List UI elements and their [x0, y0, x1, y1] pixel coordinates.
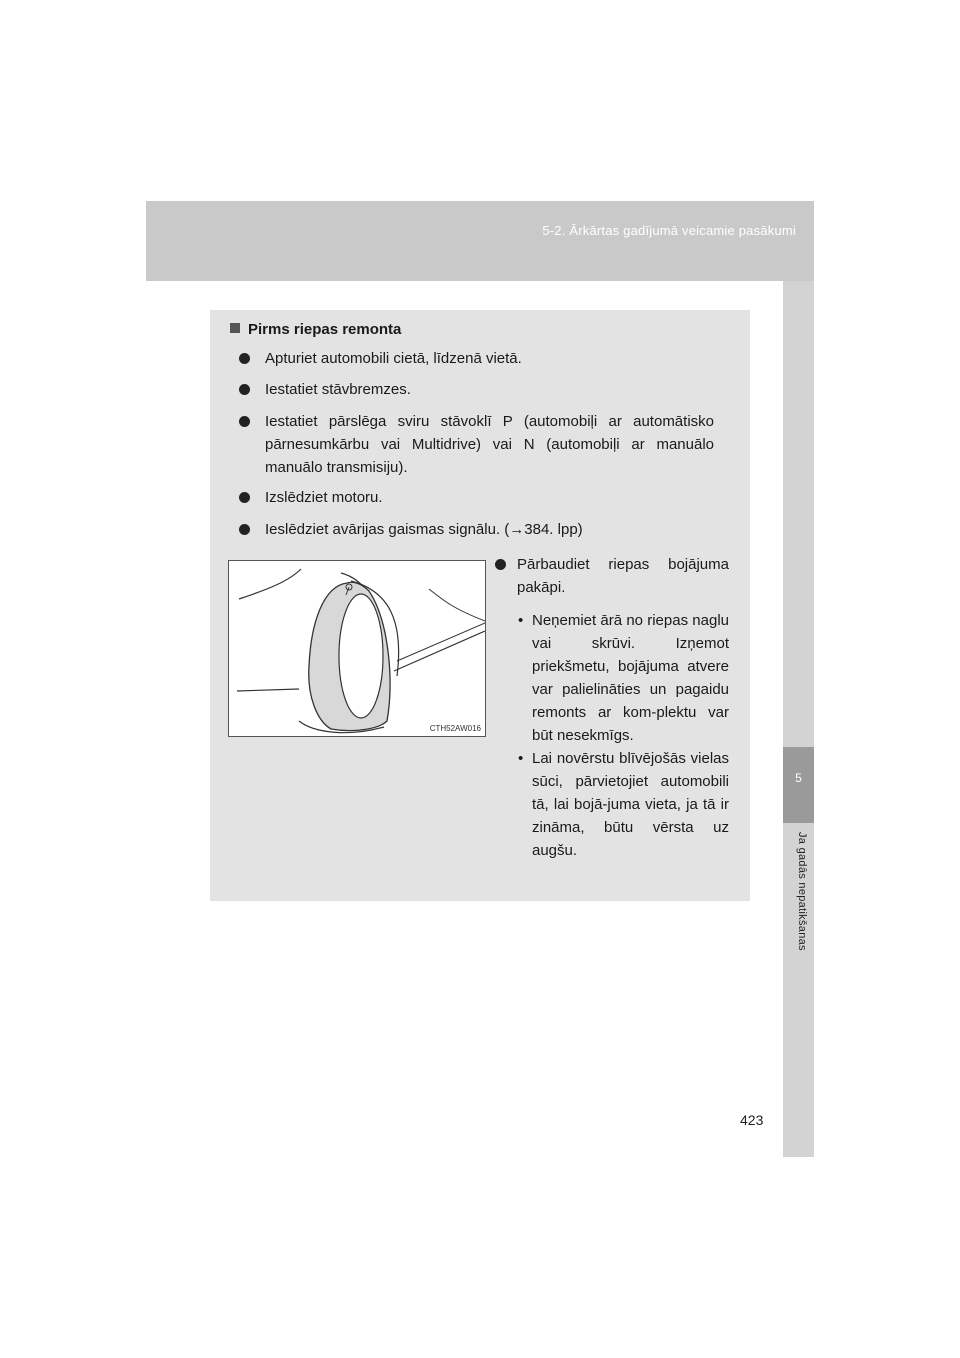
sub-list-item: [495, 609, 729, 747]
check-section: [495, 553, 729, 862]
bullet-dot-icon: [239, 384, 250, 395]
list-item-text: Pārbaudiet riepas bojājuma pakāpi.: [517, 556, 729, 596]
list-item: [239, 378, 714, 401]
tire-illustration: [228, 560, 486, 737]
sub-bullet-icon: •: [518, 612, 524, 629]
sub-list-item-text: Lai novērstu blīvējošās vielas sūci, pārvietojiet automobili tā, lai bojā-juma vieta, ja tā ir zināma, būtu vērsta uz augšu.: [532, 750, 729, 859]
page-number: 423: [740, 1112, 764, 1128]
list-item: [239, 347, 714, 370]
list-item-text: Ieslēdziet avārijas gaismas signālu. (→384. lpp): [265, 521, 583, 538]
square-bullet-icon: [230, 323, 240, 333]
list-item-text: Iestatiet pārslēga sviru stāvoklī P (automobiļi ar automātisko pārnesumkārbu vai Multidrive) vai N (automobiļi ar manuālo manuālo transmisiju).: [265, 413, 714, 476]
header-band: [146, 201, 814, 281]
bullet-dot-icon: [239, 492, 250, 503]
flat-tire-drawing: [229, 561, 485, 736]
bullet-dot-icon: [239, 353, 250, 364]
sub-list-item: [495, 747, 729, 862]
list-item: [239, 410, 714, 479]
chapter-title: Ja gadās nepatikšanas: [796, 832, 808, 951]
bullet-dot-icon: [239, 524, 250, 535]
chapter-tab: [783, 747, 814, 823]
bullet-dot-icon: [495, 559, 506, 570]
list-item-text: Apturiet automobili cietā, līdzenā vietā.: [265, 350, 522, 367]
sub-bullet-icon: •: [518, 750, 524, 767]
list-item: [239, 486, 714, 509]
box-title-text: Pirms riepas remonta: [248, 321, 402, 338]
bullet-dot-icon: [239, 416, 250, 427]
section-header: 5-2. Ārkārtas gadījumā veicamie pasākumi: [542, 223, 796, 238]
list-item-text: Iestatiet stāvbremzes.: [265, 381, 411, 398]
figure-code: CTH52AW016: [429, 724, 481, 733]
sub-list-item-text: Neņemiet ārā no riepas naglu vai skrūvi. Izņemot priekšmetu, bojājuma atvere var palielināties un pagaidu remonts ar kom-plektu var būt nesekmīgs.: [532, 612, 729, 744]
info-box: [210, 310, 750, 901]
box-title: [230, 321, 401, 338]
list-item-text: Izslēdziet motoru.: [265, 489, 383, 506]
list-item: [495, 553, 729, 599]
chapter-number: 5: [795, 771, 802, 785]
list-item: [239, 518, 714, 541]
